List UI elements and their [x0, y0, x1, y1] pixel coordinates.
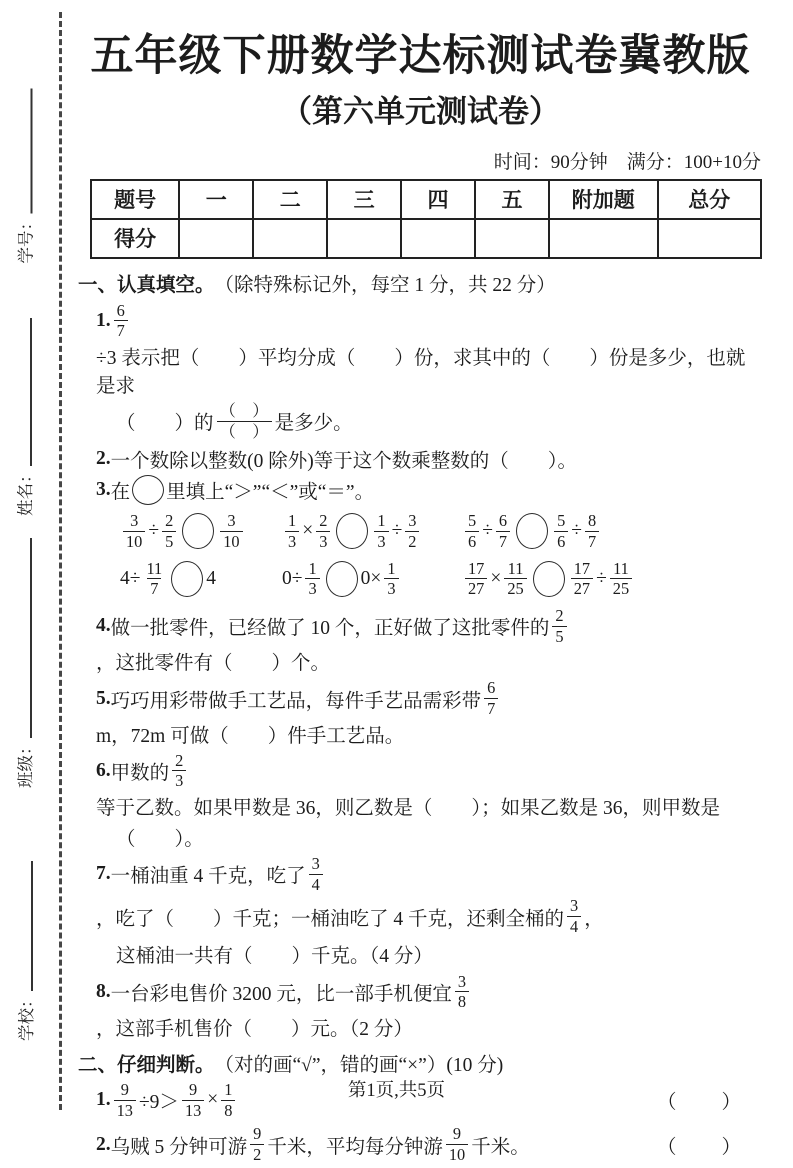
fraction-numerator: 1: [387, 558, 396, 578]
fraction-denominator: 3: [384, 578, 398, 598]
fraction-numerator: 3: [311, 854, 320, 874]
time-score-info: 时间：90分钟 满分：100+10分: [493, 151, 761, 173]
score-cell: [475, 219, 549, 258]
fraction: [143, 560, 165, 598]
score-table-header-cell: 二: [253, 180, 327, 219]
text-run: 5.: [96, 687, 111, 709]
text-run: 是多少。: [274, 413, 353, 435]
fraction: [220, 512, 242, 550]
text-run: ，这批零件有（ ）个。: [96, 653, 331, 675]
fraction-denominator: 13: [114, 1100, 136, 1120]
text-run: 里填上“＞”“＜”或“＝”。: [166, 482, 375, 504]
fraction-denominator: 13: [182, 1100, 204, 1120]
fraction-denominator: 7: [114, 320, 128, 340]
text-run: 二、仔细判断。: [78, 1053, 215, 1076]
fraction-numerator: 9: [452, 1124, 462, 1144]
fraction: [316, 512, 330, 550]
side-field-school: [12, 853, 38, 1041]
fraction-numerator: 6: [487, 678, 496, 698]
fraction-denominator: 2: [405, 531, 419, 551]
fraction-numerator: 11: [507, 558, 524, 578]
text-run: 1.: [96, 309, 111, 331]
comparison-circle: [533, 561, 565, 597]
fraction-denominator: 10: [446, 1144, 468, 1164]
section-heading: [78, 269, 763, 298]
fraction: [309, 855, 323, 893]
fraction-denominator: 3: [172, 770, 186, 790]
fraction-numerator: 1: [224, 1080, 233, 1100]
text-run: 0×: [360, 567, 382, 589]
score-table-header-cell: 五: [475, 180, 549, 219]
fraction-denominator: 3: [285, 531, 299, 551]
text-run: 等于乙数。如果甲数是 36，则乙数是（ ）；如果乙数是 36，则甲数是: [96, 798, 721, 820]
question-line: [78, 605, 763, 675]
fraction-denominator: 6: [465, 531, 479, 551]
text-run: ÷: [596, 567, 607, 589]
text-run: ÷3 表示把（ ）平均分成（ ）份，求其中的（ ）份是多少，也就是求: [96, 347, 746, 397]
fraction-denominator: 7: [585, 531, 599, 551]
fraction-denominator: 25: [504, 578, 526, 598]
fraction-denominator: 5: [162, 531, 176, 551]
fraction-numerator: 3: [227, 511, 236, 531]
fraction-numerator: 17: [573, 558, 591, 578]
comparison: [120, 510, 282, 552]
answer-parens: （ ）: [656, 1092, 743, 1114]
fraction: [172, 752, 186, 790]
fraction-numerator: 5: [468, 511, 477, 531]
question-line: [78, 822, 763, 851]
score-table-header-cell: 题号: [91, 180, 179, 219]
fraction-denominator: 6: [554, 531, 568, 551]
fraction-numerator: 11: [613, 558, 629, 578]
text-run: 巧巧用彩带做手工艺品，每件手艺品需彩带: [110, 690, 482, 712]
text-run: （对的画“√”，错的画“×”）(10 分): [214, 1054, 504, 1076]
fraction-denominator: 3: [316, 531, 330, 551]
text-run: 这桶油一共有（ ）千克。（4 分）: [116, 946, 433, 968]
text-run: 8.: [96, 980, 111, 1002]
fraction: [552, 607, 566, 645]
text-run: ÷: [482, 520, 493, 542]
text-run: （ ）。: [116, 828, 204, 850]
text-run: 7.: [96, 863, 111, 885]
fraction-numerator: 2: [319, 511, 328, 531]
fraction: [610, 560, 632, 598]
fraction-numerator: 11: [146, 558, 163, 578]
fraction-numerator: 3: [408, 511, 417, 531]
fraction-numerator: 9: [120, 1080, 129, 1100]
fraction-denominator: 3: [305, 578, 319, 598]
write-in-blank: [16, 319, 32, 467]
side-field-label: 学号：: [16, 214, 36, 264]
score-cell: [549, 219, 658, 258]
score-cell: [253, 219, 327, 258]
side-field-label: 学校：: [17, 991, 36, 1041]
side-field-label: 姓名：: [16, 466, 35, 516]
text-run: ×: [302, 520, 314, 542]
score-cell: [179, 219, 253, 258]
text-run: 一台彩电售价 3200 元，比一部手机便宜: [110, 983, 452, 1005]
text-run: ÷: [571, 520, 582, 542]
text-run: 1.: [96, 1089, 111, 1111]
score-table-header-cell: 三: [327, 180, 401, 219]
text-run: 乌贼 5 分钟可游: [110, 1136, 248, 1158]
fraction-denominator: 4: [309, 874, 323, 894]
fraction-numerator: 1: [377, 511, 386, 531]
text-run: ÷: [391, 520, 403, 542]
fraction-numerator: 5: [557, 511, 566, 531]
question-line: [78, 940, 763, 969]
question-line: [78, 750, 763, 820]
comparison-circle: [516, 513, 548, 549]
text-run: （ ）的: [116, 413, 214, 435]
score-cell: [327, 219, 401, 258]
text-run: 做一批零件，已经做了 10 个，正好做了这批零件的: [110, 618, 550, 640]
write-in-blank: [17, 862, 33, 992]
text-run: 6.: [96, 759, 111, 781]
answer-parens: （ ）: [656, 1136, 743, 1158]
comparison-circle: [326, 561, 358, 597]
text-run: 4.: [96, 615, 111, 637]
text-run: 2.: [96, 1133, 111, 1155]
fraction-denominator: 10: [220, 531, 242, 551]
page-number: 第1页,共5页: [347, 1081, 446, 1101]
comparison: [462, 510, 763, 552]
score-cell: [658, 219, 761, 258]
fraction: [162, 512, 176, 550]
comparison-circle: [182, 513, 214, 549]
fraction-denominator: 27: [571, 578, 593, 598]
side-field-name: [11, 310, 37, 516]
score-table-header-cell: 一: [179, 180, 253, 219]
question-line: [78, 971, 763, 1041]
fraction: [123, 512, 145, 550]
left-margin-dashed-line: [59, 12, 62, 1110]
fraction-numerator: 17: [468, 558, 485, 578]
text-run: ，: [584, 908, 604, 930]
fraction-numerator: （ ）: [219, 400, 269, 420]
score-table-header-cell: 总分: [658, 180, 761, 219]
fraction: [384, 560, 398, 598]
fraction: [446, 1125, 468, 1163]
comparison: [462, 558, 763, 600]
content: [78, 269, 763, 1166]
fraction-numerator: 1: [288, 511, 297, 531]
fraction: [465, 560, 487, 598]
score-table-header-cell: 四: [401, 180, 475, 219]
compare-row: [78, 510, 763, 552]
fraction-numerator: 1: [308, 558, 317, 578]
fraction: [571, 560, 593, 598]
score-cell: [401, 219, 475, 258]
fraction: [405, 512, 419, 550]
fraction: [465, 512, 479, 550]
text-run: ÷: [148, 520, 160, 542]
text-run: 一、认真填空。: [78, 274, 215, 297]
fraction-numerator: 2: [165, 511, 174, 531]
paper-main: [78, 0, 763, 1168]
fraction-denominator: （ ）: [217, 421, 272, 441]
fraction: [504, 560, 526, 598]
fraction-denominator: 2: [250, 1144, 264, 1164]
comparison: [120, 558, 282, 600]
side-field-label: 班级：: [16, 738, 35, 788]
fraction: [496, 512, 510, 550]
fraction-numerator: 6: [116, 300, 125, 320]
fraction: [484, 679, 498, 717]
question-line: [78, 400, 763, 442]
text-run: ，吃了（ ）千克；一桶油吃了 4 千克，还剩全桶的: [96, 908, 565, 930]
fraction-denominator: 8: [221, 1100, 235, 1120]
fraction-denominator: 3: [374, 531, 388, 551]
text-run: 在: [110, 482, 131, 504]
text-run: 一个数除以整数(0 除外)等于这个数乘整数的（ ）。: [110, 450, 577, 472]
fraction: [455, 973, 469, 1011]
fraction-numerator: 9: [189, 1080, 198, 1100]
comparison: [282, 510, 462, 552]
write-in-blank: [17, 89, 33, 214]
comparison-circle: [336, 513, 368, 549]
question-line: [78, 475, 763, 505]
score-row-label: 得分: [91, 219, 179, 258]
text-run: 3.: [96, 479, 111, 501]
fraction: [567, 897, 581, 935]
text-run: 0÷: [282, 567, 303, 589]
section-heading: [78, 1048, 763, 1077]
fraction-numerator: 3: [130, 511, 139, 531]
fraction-denominator: 8: [455, 991, 469, 1011]
fraction-numerator: 8: [587, 511, 597, 531]
fraction: [554, 512, 568, 550]
question-line: [78, 444, 763, 473]
fraction-denominator: 4: [567, 916, 581, 936]
fraction-numerator: 6: [498, 511, 508, 531]
question-line: [78, 1123, 763, 1165]
fraction-denominator: 7: [484, 698, 498, 718]
fraction: [305, 560, 319, 598]
write-in-blank: [16, 539, 32, 739]
side-field-student-id: [12, 81, 38, 264]
fraction-numerator: 9: [253, 1124, 262, 1144]
text-run: 2.: [96, 447, 111, 469]
score-table: [90, 179, 762, 259]
text-run: 一桶油重 4 千克，吃了: [110, 866, 306, 888]
text-run: 甲数的: [110, 762, 170, 784]
text-run: 千米。: [471, 1136, 530, 1158]
comparison: [282, 558, 462, 600]
fraction-denominator: 10: [123, 531, 145, 551]
text-run: 千米，平均每分钟游: [267, 1136, 443, 1158]
fraction-denominator: 27: [465, 578, 487, 598]
compare-row: [78, 558, 763, 600]
side-field-class: [11, 528, 37, 788]
fraction-numerator: 2: [555, 606, 564, 625]
paper-title: 五年级下册数学达标测试卷冀教版: [90, 33, 751, 80]
question-line: [78, 853, 763, 938]
fraction-denominator: 25: [610, 578, 632, 598]
fraction: [217, 402, 272, 440]
comparison-circle: [132, 475, 164, 505]
fraction-numerator: 3: [457, 971, 467, 991]
text-run: （除特殊标记外，每空 1 分，共 22 分）: [214, 275, 556, 297]
question-line: [78, 677, 763, 747]
fraction: [374, 512, 388, 550]
fraction-denominator: 7: [496, 531, 510, 551]
text-run: ÷9＞: [138, 1092, 179, 1114]
fraction: [250, 1125, 264, 1163]
fraction: [114, 302, 128, 340]
score-table-header-cell: 附加题: [549, 180, 658, 219]
text-run: m，72m 可做（ ）件手工艺品。: [96, 725, 405, 747]
fraction-numerator: 2: [175, 750, 184, 770]
text-run: ×: [490, 567, 502, 589]
paper-subtitle: （第六单元测试卷）: [281, 94, 560, 130]
fraction: [585, 512, 599, 550]
question-line: [78, 300, 763, 398]
comparison-circle: [171, 561, 203, 597]
text-run: ，这部手机售价（ ）元。（2 分）: [96, 1019, 413, 1041]
fraction: [285, 512, 299, 550]
text-run: 4÷: [120, 567, 141, 589]
fraction-denominator: 5: [552, 626, 566, 646]
text-run: ×: [207, 1089, 219, 1111]
text-run: 4: [206, 567, 216, 589]
fraction-denominator: 7: [147, 578, 161, 598]
fraction-numerator: 3: [570, 896, 579, 916]
